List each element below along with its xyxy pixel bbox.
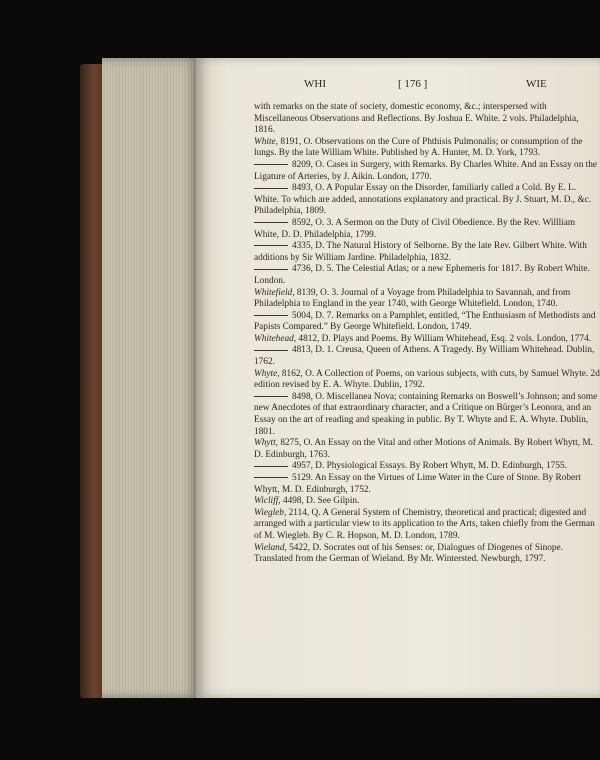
ditto-dash: [254, 269, 288, 270]
catalog-entry: [254, 345, 600, 368]
entry-text: 8493, O. A Popular Essay on the Disorder, familiarly called a Cold. By E. L. White. To which are added, annotations explanatory and practical. By J. Stuart, M. D., &c. Philadelphia, 1809.: [254, 183, 592, 217]
ditto-dash: [254, 477, 288, 478]
author-name: Whytt,: [254, 438, 279, 449]
entry-text: 8275, O. An Essay on the Vital and other Motions of Animals. By Robert Whytt, M. D. Edinburgh, 1763.: [254, 438, 593, 460]
ditto-dash: [254, 164, 288, 165]
author-name: Wiegleb,: [254, 507, 287, 518]
author-name: Wicliff,: [254, 496, 281, 507]
page-content: [254, 102, 600, 566]
catalog-entry: [254, 496, 600, 508]
catalog-entry: [254, 288, 600, 311]
entry-text: 4957, D. Physiological Essays. By Robert Whytt, M. D. Edinburgh, 1755.: [292, 461, 567, 472]
page-number: [ 176 ]: [398, 78, 428, 90]
book: [80, 58, 600, 706]
ditto-dash: [254, 315, 288, 316]
catalog-entry: [254, 334, 600, 346]
continuation-text: with remarks on the state of society, domestic economy, &c.; interspersed with Miscellaneous Observations and Reflections. By Joshua E. White. 2 vols. Philadelphia, 1816.: [254, 102, 579, 136]
entry-text: 4813, D. 1. Creusa, Queen of Athens. A Tragedy. By William Whitehead. Dublin, 1762.: [254, 345, 595, 368]
page: [196, 58, 600, 698]
entry-text: 4736, D. 5. The Celestial Atlas; or a new Ephemeris for 1817. By Robert White. London.: [254, 264, 590, 286]
entry-text: 8139, O. 3. Journal of a Voyage from Philadelphia to Savannah, and from Philadelphia to England in the year 1740, with George Whitefield. London, 1740.: [254, 287, 571, 310]
page-edges: [102, 58, 200, 698]
ditto-dash: [254, 396, 288, 397]
catalog-entry: [254, 543, 600, 566]
catalog-entry: [254, 508, 600, 543]
entry-text: 8162, O. A Collection of Poems, on various subjects, with cuts, by Samuel Whyte. 2d edition revised by E. A. Whyte. Dublin, 1792.: [254, 368, 600, 391]
catalog-entry: [254, 438, 600, 461]
header-right: WIE: [526, 78, 547, 90]
catalog-entry: [254, 264, 600, 287]
entry-text: 5004, D. 7. Remarks on a Pamphlet, entitled, “The Enthusiasm of Methodists and Papists Compared.” By George Whitefield. London, 1749.: [254, 310, 596, 333]
entry-text: 8592, O. 3. A Sermon on the Duty of Civil Obedience. By the Rev. Willliam White, D. D. Philadelphia, 1799.: [254, 217, 576, 240]
ditto-dash: [254, 222, 288, 223]
catalog-entry: [254, 241, 600, 264]
catalog-entry: [254, 218, 600, 241]
entry-text: 2114, Q. A General System of Chemistry, theoretical and practical; digested and arranged with a particular view to its application to the Arts, taken chiefly from the German of M. Wiegleb. By C. R. Hopson, M. D. London, 1789.: [254, 507, 595, 541]
entry-text: 4335, D. The Natural History of Selborne. By the late Rev. Gilbert White. With additions by Sir William Jardine. Philadelphia, 1832.: [254, 241, 587, 263]
catalog-entry: [254, 183, 600, 218]
ditto-dash: [254, 245, 288, 246]
ditto-dash: [254, 466, 288, 467]
catalog-entry: [254, 137, 600, 160]
entry-text: 8209, O. Cases in Surgery, with Remarks. By Charles White. And an Essay on the Ligature of Arteries, by J. Aikin. London, 1770.: [254, 159, 598, 182]
author-name: White,: [254, 136, 279, 147]
ditto-dash: [254, 350, 288, 351]
author-name: Wieland,: [254, 542, 287, 553]
header-left: WHI: [304, 78, 326, 90]
running-header: [196, 78, 600, 94]
entry-text: 4498, D. See Gilpin.: [282, 496, 360, 507]
catalog-entry: [254, 461, 600, 473]
author-name: Whyte,: [254, 368, 280, 379]
catalog-entry: [254, 311, 600, 334]
author-name: Whitefield,: [254, 287, 295, 298]
entry-text: 8191, O. Observations on the Cure of Phthisis Pulmonalis; or consumption of the lungs. By the late William White. Published by A. Hunter, M. D. York, 1793.: [254, 136, 583, 159]
ditto-dash: [254, 188, 288, 189]
entry-text: 5422, D. Socrates out of his Senses: or, Dialogues of Diogenes of Sinope. Translated from the German of Wieland. By Mr. Wintersted. Newburgh, 1797.: [254, 542, 563, 565]
entry-list: [254, 137, 600, 566]
catalog-entry: [254, 369, 600, 392]
entry-text: 8498, O. Miscellanea Nova; containing Remarks on Boswell’s Johnson; and some new Anecdotes of that extraordinary character, and a Critique on Bürger’s Leonora, and an Essay on the art of reading and speaking in public. By T. Whyte and E. A. Whyte. Dublin, 1801.: [254, 391, 598, 437]
catalog-entry: [254, 160, 600, 183]
author-name: Whitehead,: [254, 333, 297, 344]
entry-text: 5129. An Essay on the Virtues of Lime Water in the Cure of Stone. By Robert Whytt, M. D. Edinburgh, 1752.: [254, 473, 581, 495]
entry-text: 4812, D. Plays and Poems. By William Whitehead, Esq. 2 vols. London, 1774.: [298, 333, 592, 344]
catalog-entry: [254, 392, 600, 438]
catalog-entry: [254, 473, 600, 496]
